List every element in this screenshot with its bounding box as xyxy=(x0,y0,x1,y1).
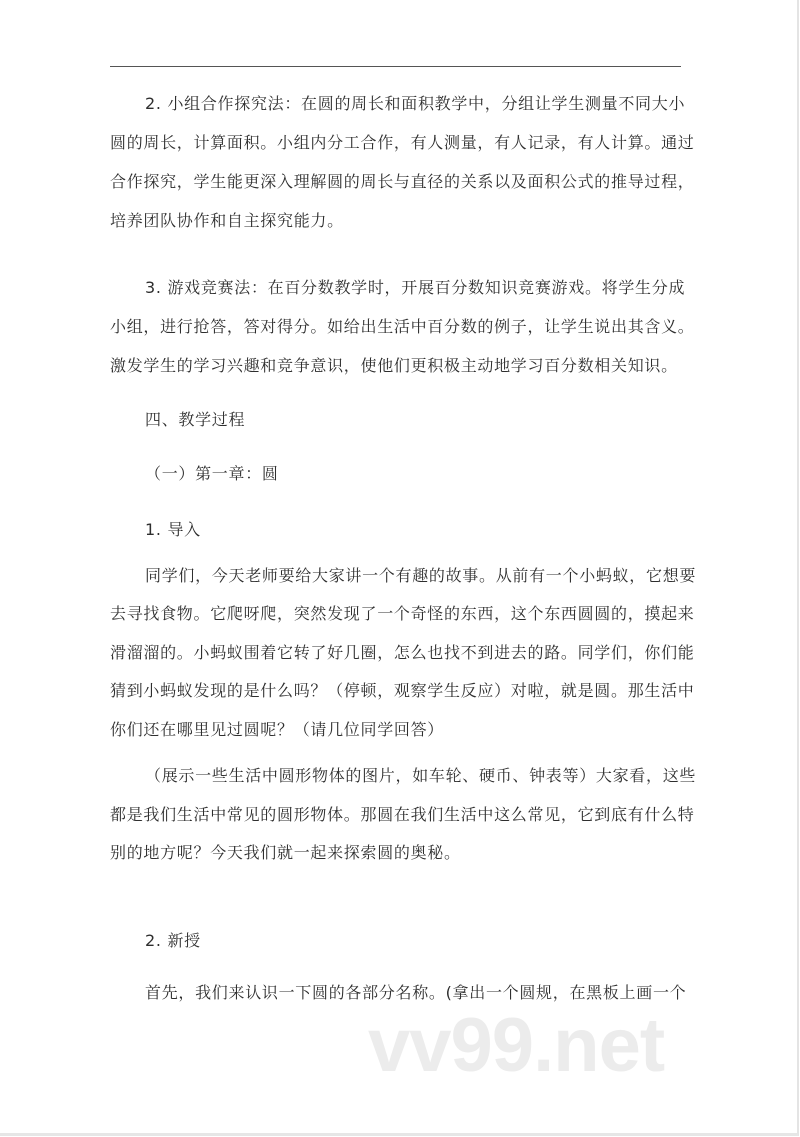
text-line: 2. 小组合作探究法：在圆的周长和面积教学中，分组让学生测量不同大小 xyxy=(145,94,686,113)
text-line: 你们还在哪里见过圆呢？（请几位同学回答） xyxy=(110,720,445,739)
text-line: 激发学生的学习兴趣和竞争意识，使他们更积极主动地学习百分数相关知识。 xyxy=(110,356,678,375)
text-line: 小组，进行抢答，答对得分。如给出生活中百分数的例子，让学生说出其含义。 xyxy=(110,317,695,336)
header-rule xyxy=(110,66,681,67)
text-line: 2. 新授 xyxy=(145,931,201,950)
text-line: 圆的周长，计算面积。小组内分工合作，有人测量，有人记录，有人计算。通过 xyxy=(110,133,695,152)
text-line: 别的地方呢？今天我们就一起来探索圆的奥秘。 xyxy=(110,843,461,862)
text-line: 培养团队协作和自主探究能力。 xyxy=(110,211,344,230)
text-line: （一）第一章：圆 xyxy=(145,464,279,483)
text-line: 3. 游戏竞赛法：在百分数教学时，开展百分数知识竞赛游戏。将学生分成 xyxy=(145,278,686,297)
text-line: 同学们，今天老师要给大家讲一个有趣的故事。从前有一个小蚂蚁，它想要 xyxy=(145,566,697,585)
text-line: 去寻找食物。它爬呀爬，突然发现了一个奇怪的东西，这个东西圆圆的，摸起来 xyxy=(110,604,695,623)
watermark: vv99.net xyxy=(368,1003,665,1088)
text-line: 滑溜溜的。小蚂蚁围着它转了好几圈，怎么也找不到进去的路。同学们，你们能 xyxy=(110,643,695,662)
text-line: 首先，我们来认识一下圆的各部分名称。(拿出一个圆规，在黑板上画一个 xyxy=(145,983,687,1002)
text-line: （展示一些生活中圆形物体的图片，如车轮、硬币、钟表等）大家看，这些 xyxy=(145,766,697,785)
text-line: 合作探究，学生能更深入理解圆的周长与直径的关系以及面积公式的推导过程， xyxy=(110,172,695,191)
text-line: 1. 导入 xyxy=(145,520,201,539)
text-line: 都是我们生活中常见的圆形物体。那圆在我们生活中这么常见，它到底有什么特 xyxy=(110,805,695,824)
text-line: 四、教学过程 xyxy=(145,410,246,429)
text-line: 猜到小蚂蚁发现的是什么吗？（停顿，观察学生反应）对啦，就是圆。那生活中 xyxy=(110,681,695,700)
